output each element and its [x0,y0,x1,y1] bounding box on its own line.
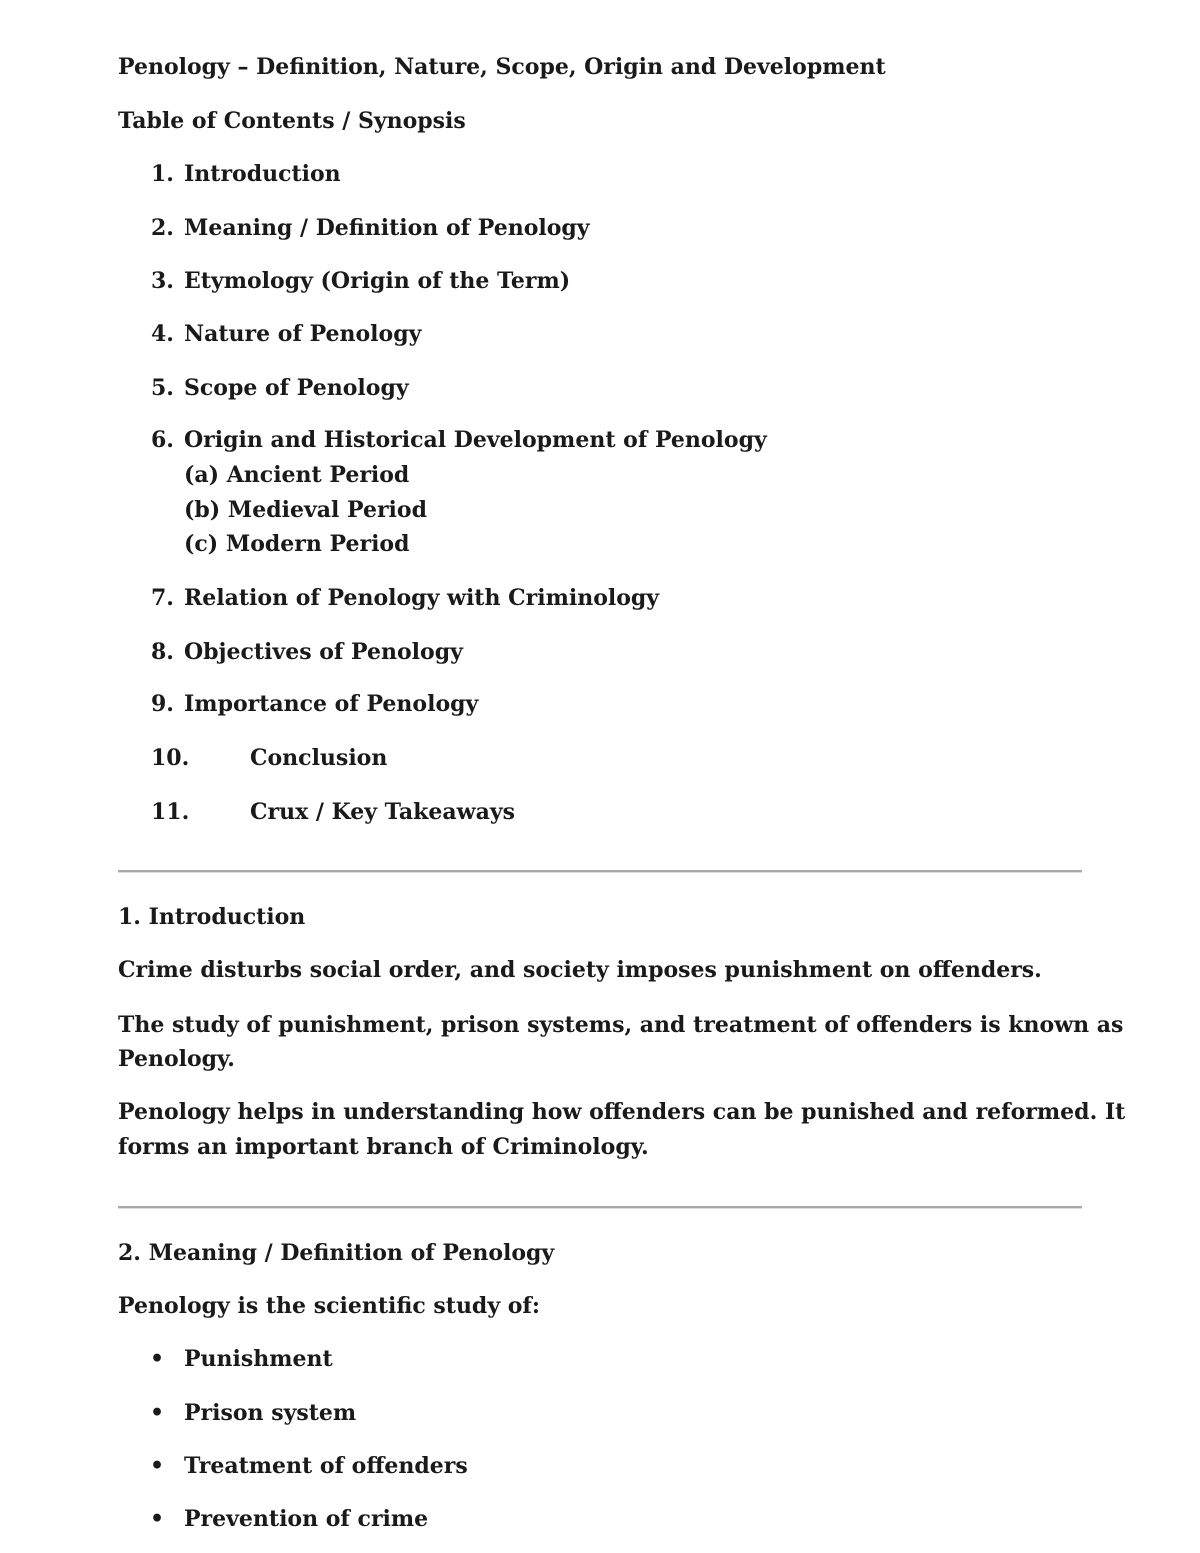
toc-item-number: 6. [151,427,174,453]
toc-item-label: Introduction [184,161,341,187]
horizontal-rule [118,1206,1082,1209]
list-item-label: Prison system [184,1400,357,1426]
section-heading: 2. Meaning / Definition of Penology [118,1240,555,1266]
toc-item-label: Objectives of Penology [184,639,463,665]
toc-item-number: 3. [151,268,174,294]
bullet-icon: • [150,1400,165,1426]
section-heading: 1. Introduction [118,904,306,930]
paragraph: Penology is the scientific study of: [118,1293,541,1319]
paragraph: Crime disturbs social order, and society imposes punishment on offenders. [118,957,1042,983]
toc-item-label: Etymology (Origin of the Term) [184,268,571,294]
paragraph-line: forms an important branch of Criminology. [118,1134,649,1160]
toc-subitem-label: (c) Modern Period [184,531,410,557]
bullet-icon: • [150,1506,165,1532]
toc-item-number: 11. [151,799,190,825]
toc-item-label: Relation of Penology with Criminology [184,585,660,611]
toc-item-label: Crux / Key Takeaways [250,799,516,825]
toc-item-number: 7. [151,585,174,611]
horizontal-rule [118,870,1082,873]
bullet-icon: • [150,1346,165,1372]
list-item-label: Prevention of crime [184,1506,429,1532]
toc-item-label: Conclusion [250,745,388,771]
paragraph-line: Penology. [118,1046,235,1072]
toc-item-number: 10. [151,745,190,771]
toc-subitem-label: (b) Medieval Period [184,497,427,523]
toc-item-label: Scope of Penology [184,375,409,401]
toc-item-label: Origin and Historical Development of Penology [184,427,767,453]
toc-subitem-label: (a) Ancient Period [184,462,410,488]
list-item-label: Treatment of offenders [184,1453,468,1479]
toc-item-number: 8. [151,639,174,665]
paragraph-line: Penology helps in understanding how offenders can be punished and reformed. It [118,1099,1126,1125]
toc-item-label: Importance of Penology [184,691,479,717]
toc-item-label: Meaning / Definition of Penology [184,215,590,241]
toc-item-number: 4. [151,321,174,347]
toc-item-number: 1. [151,161,174,187]
list-item-label: Punishment [184,1346,333,1372]
toc-item-number: 5. [151,375,174,401]
paragraph-line: The study of punishment, prison systems, and treatment of offenders is known as [118,1012,1124,1038]
document-title: Penology – Definition, Nature, Scope, Origin and Development [118,54,886,80]
bullet-icon: • [150,1453,165,1479]
toc-item-number: 2. [151,215,174,241]
toc-heading: Table of Contents / Synopsis [118,108,466,134]
toc-item-label: Nature of Penology [184,321,422,347]
toc-item-number: 9. [151,691,174,717]
